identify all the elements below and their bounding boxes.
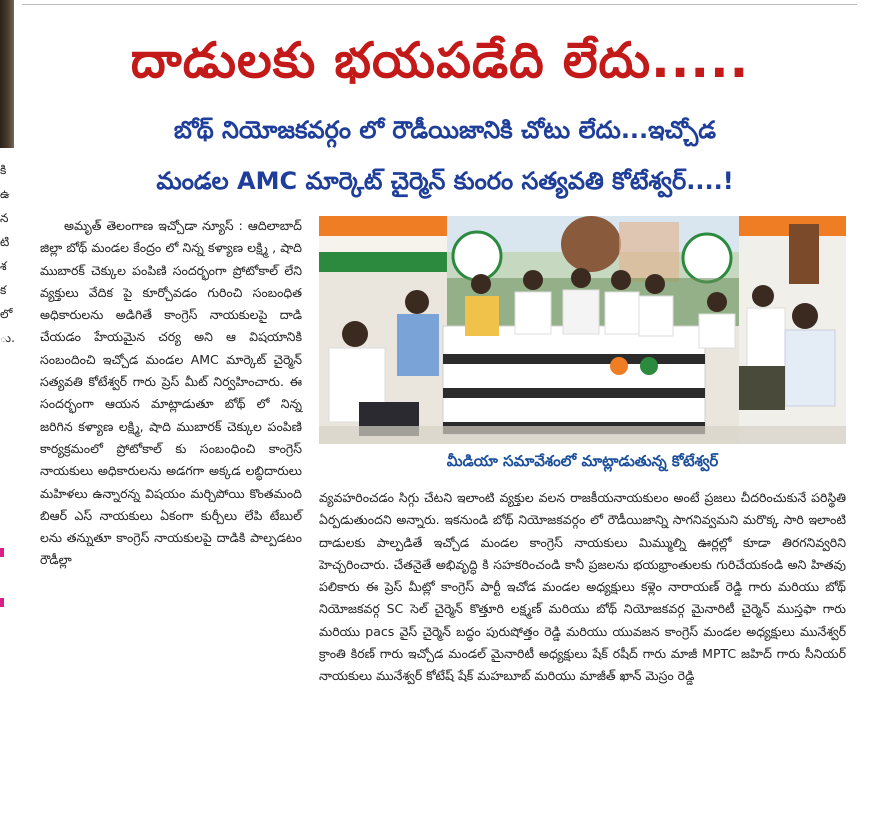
- edge-char: క: [0, 283, 7, 297]
- photo-caption: మీడియా సమావేశంలో మాట్లాడుతున్న కోటేశ్వర్: [446, 452, 719, 470]
- edge-char: న: [0, 211, 9, 225]
- edge-char: కి: [0, 163, 7, 177]
- headline: దాడులకు భయపడేది లేదు.....: [130, 32, 750, 89]
- edge-char: శ: [0, 259, 7, 273]
- edge-char: ు.: [0, 331, 15, 345]
- edge-char: టి: [0, 235, 10, 249]
- edge-color-mark: [0, 598, 4, 607]
- edge-color-mark: [0, 548, 4, 557]
- adjacent-article-photo-fragment: [0, 0, 14, 148]
- right-column-paragraph: వ్యవహరించడం సిగ్గు చేటని ఇలాంటి వ్యక్తుల వలన రాజకీయనాయకులం అంటే ప్రజలు చీదరించుకునే పరిస్థితి ఏర్పడుతుందని అన్నారు. ఇకనుండి బోథ్ నియోజకవర్గం లో రౌడీయిజాన్ని సాగనివ్వమని మరొక్క సారి ఇలాంటి దాడులకు పాల్పడితే ఇచ్చోడ మండల కాంగ్రెస్ నాయకులు మిమ్ముల్ని ఊర్లల్లో కూడా తిరగనివ్వరిని హెచ్చరించారు. చేతనైతే అభివృద్ధి కి సహకరించండి కానీ ప్రజలను భయభ్రాంతులకు గురిచేయకండి అని హితవు పలికారు ఈ ప్రెస్ మీట్లో కాంగ్రెస్ పార్టీ ఇచోడ మండల అధ్యక్షులు కళ్లెం నారాయణ్ రెడ్డి గారు మరియు బోథ్ నియోజకవర్గ SC సెల్ చైర్మెన్ కొత్తూరి లక్ష్మణ్ మరియు బోథ్ నియోజకవర్గ మైనారిటీ చైర్మెన్ ముస్తఫా గారు మరియు pacs వైస్ చైర్మెన్ బద్ధం పురుషోత్తం రెడ్డి మరియు యువజన కాంగ్రెస్ మండల అధ్యక్షులు మునేశ్వర్ క్రాంతి కిరణ్ గారు ఇచ్చోడ మండల్ మైనారిటీ అధ్యక్షులు షేక్ రషీద్ గారు మాజీ MPTC జహిద్ గారు సీనియర్ నాయకులు మునేశ్వర్ కోటేష్ షేక్ మహబూబ్ మరియు మాజీత్ ఖాన్ మెస్రం రెడ్డి: [319, 490, 846, 684]
- press-meet-photo: [319, 216, 846, 444]
- edge-char: లో: [0, 307, 13, 321]
- edge-char: ఉ: [0, 187, 10, 201]
- left-column-paragraph: అమృత్ తెలంగాణ ఇచ్చోడా న్యూస్ : ఆదిలాబాద్ జిల్లా బోథ్ మండల కేంద్రం లో నిన్న కళ్యాణ లక్ష్మి , షాది ముబారక్ చెక్కుల పంపిణి సందర్భంగా ప్రోటోకాల్ లేని వ్యక్తులు వేదిక పై కూర్చోవడం గురించి సంబంధిత అధికారులను అడిగితే కాంగ్రెస్ నాయకులపై దాడి చేయడం హేయమైన చర్య అని ఆ విషయానికి సంబందించి ఇచ్చోడ మండల AMC మార్కెట్ చైర్మెన్ సత్యవతి కోటేశ్వర్ గారు ప్రెస్ మీట్ నిర్వహించారు. ఈ సందర్భంగా ఆయన మాట్లాడుతూ బోథ్ లో నిన్న జరిగిన కళ్యాణ లక్ష్మి, షాది ముబారక్ చెక్కుల పంపిణి కార్యక్రమంలో ప్రోటోకాల్ కు సంబంధించి కాంగ్రెస్ నాయకులు అధికారులను అడగగా అక్కడ లబ్ధిదారులు మహిళలు ఉన్నారన్న విషయం మర్చిపోయి కొంతమంది బిఆర్ ఎస్ నాయకులు ఏకంగా కుర్చీలు లేపి టేబుల్ లను తన్నుతూ కాంగ్రెస్ నాయకులపై దాడికి పాల్పడటం రౌడీల్లా: [40, 218, 302, 568]
- top-rule: [22, 4, 857, 5]
- article-body-left-column: [40, 215, 302, 572]
- subheadline-line-2: మండల AMC మార్కెట్ చైర్మెన్ కుంరం సత్యవతి కోటేశ్వర్....!: [156, 167, 734, 195]
- article-body-right-column: [319, 487, 846, 688]
- adjacent-article-text-fragment: [0, 158, 16, 350]
- subheadline-line-1: బోథ్ నియోజకవర్గం లో రౌడీయిజానికి చోటు లేదు...ఇచ్చోడ: [173, 116, 717, 144]
